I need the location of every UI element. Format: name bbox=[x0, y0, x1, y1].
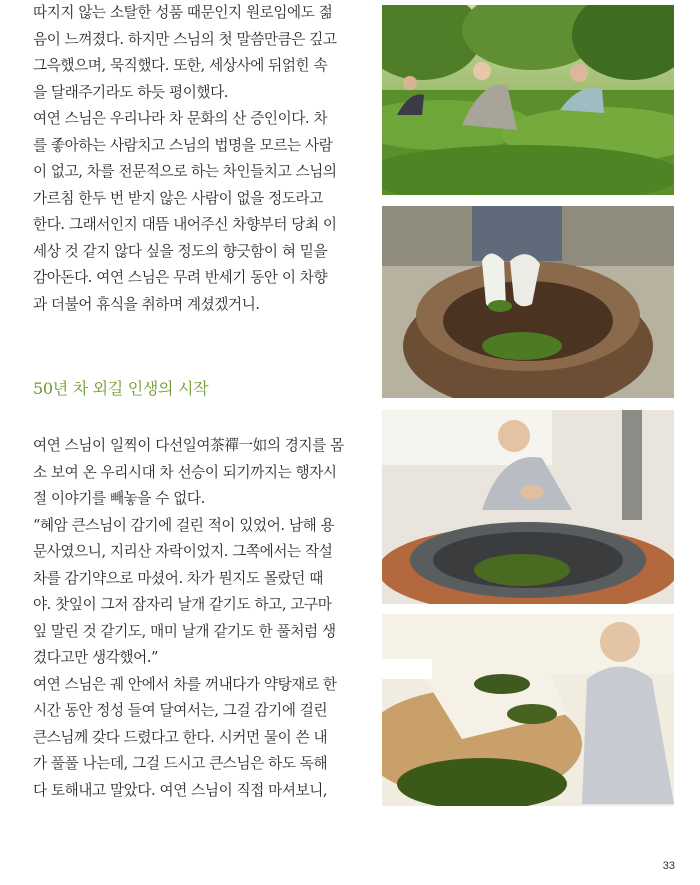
text-line: 잎 말린 것 같기도, 매미 날개 같기도 한 풀처럼 생 bbox=[33, 622, 336, 640]
text-line: 절 이야기를 빼놓을 수 없다. bbox=[33, 490, 205, 507]
text-line: 문사였으니, 지리산 자락이었지. 그쪽에서는 작설 bbox=[33, 543, 333, 560]
text-line: 여연 스님은 궤 안에서 차를 꺼내다가 약탕재로 한 bbox=[33, 675, 337, 693]
text-line: 세상 것 같지 않다 싶을 정도의 향긋함이 혀 밑을 bbox=[33, 242, 328, 260]
tea-sorting-photo bbox=[382, 614, 674, 806]
text-line: 따지지 않는 소탈한 성품 때문인지 원로임에도 젊 bbox=[33, 4, 333, 21]
text-line: 한다. 그래서인지 대뜸 내어주신 차향부터 당최 이 bbox=[33, 216, 337, 233]
text-line: 를 좋아하는 사람치고 스님의 법명을 모르는 사람 bbox=[33, 136, 333, 154]
section-paragraph bbox=[33, 433, 353, 804]
text-line: 여연 스님이 일찍이 다선일여茶禪一如의 경지를 몸 bbox=[33, 437, 344, 454]
text-line: 과 더불어 휴식을 취하며 계셨겠거니. bbox=[33, 295, 260, 313]
text-line: 가르침 한두 번 받지 않은 사람이 없을 정도라고 bbox=[33, 189, 323, 207]
tea-roasting-photo bbox=[382, 410, 674, 604]
text-line: 소 보여 온 우리시대 차 선승이 되기까지는 행자시 bbox=[33, 463, 337, 481]
tea-mortar-photo bbox=[382, 206, 674, 398]
text-line: 야. 찻잎이 그저 잠자리 날개 같기도 하고, 고구마 bbox=[33, 596, 332, 613]
tea-field-photo bbox=[382, 5, 674, 195]
text-line: 여연 스님은 우리나라 차 문화의 산 증인이다. 차 bbox=[33, 110, 328, 127]
text-line: 다 토해내고 말았다. 여연 스님이 직접 마셔보니, bbox=[33, 781, 328, 799]
text-line: 가 풀풀 나는데, 그걸 드시고 큰스님은 하도 독해 bbox=[33, 755, 328, 772]
intro-paragraph bbox=[33, 0, 353, 318]
text-line: 시간 동안 정성 들여 달여서는, 그걸 감기에 걸린 bbox=[33, 702, 328, 719]
text-line: 감아돈다. 여연 스님은 무려 반세기 동안 이 차향 bbox=[33, 269, 328, 286]
section-heading: 50년 차 외길 인생의 시작 bbox=[33, 379, 209, 398]
text-line: 을 달래주기라도 하듯 평이했다. bbox=[33, 83, 229, 101]
text-line: 이 없고, 차를 전문적으로 하는 차인들치고 스님의 bbox=[33, 163, 337, 180]
text-line: 그윽했으며, 묵직했다. 또한, 세상사에 뒤얽힌 속 bbox=[33, 57, 328, 74]
text-line: “혜암 큰스님이 감기에 걸린 적이 있었어. 남해 용 bbox=[33, 516, 335, 534]
text-line: 음이 느껴졌다. 하지만 스님의 첫 말씀만큼은 깊고 bbox=[33, 30, 337, 48]
text-line: 큰스님께 갖다 드렸다고 한다. 시커먼 물이 쓴 내 bbox=[33, 728, 328, 746]
text-line: 차를 감기약으로 마셨어. 차가 뭔지도 몰랐던 때 bbox=[33, 569, 323, 587]
page-number: 33 bbox=[662, 860, 675, 872]
text-line: 겼다고만 생각했어.” bbox=[33, 649, 159, 666]
